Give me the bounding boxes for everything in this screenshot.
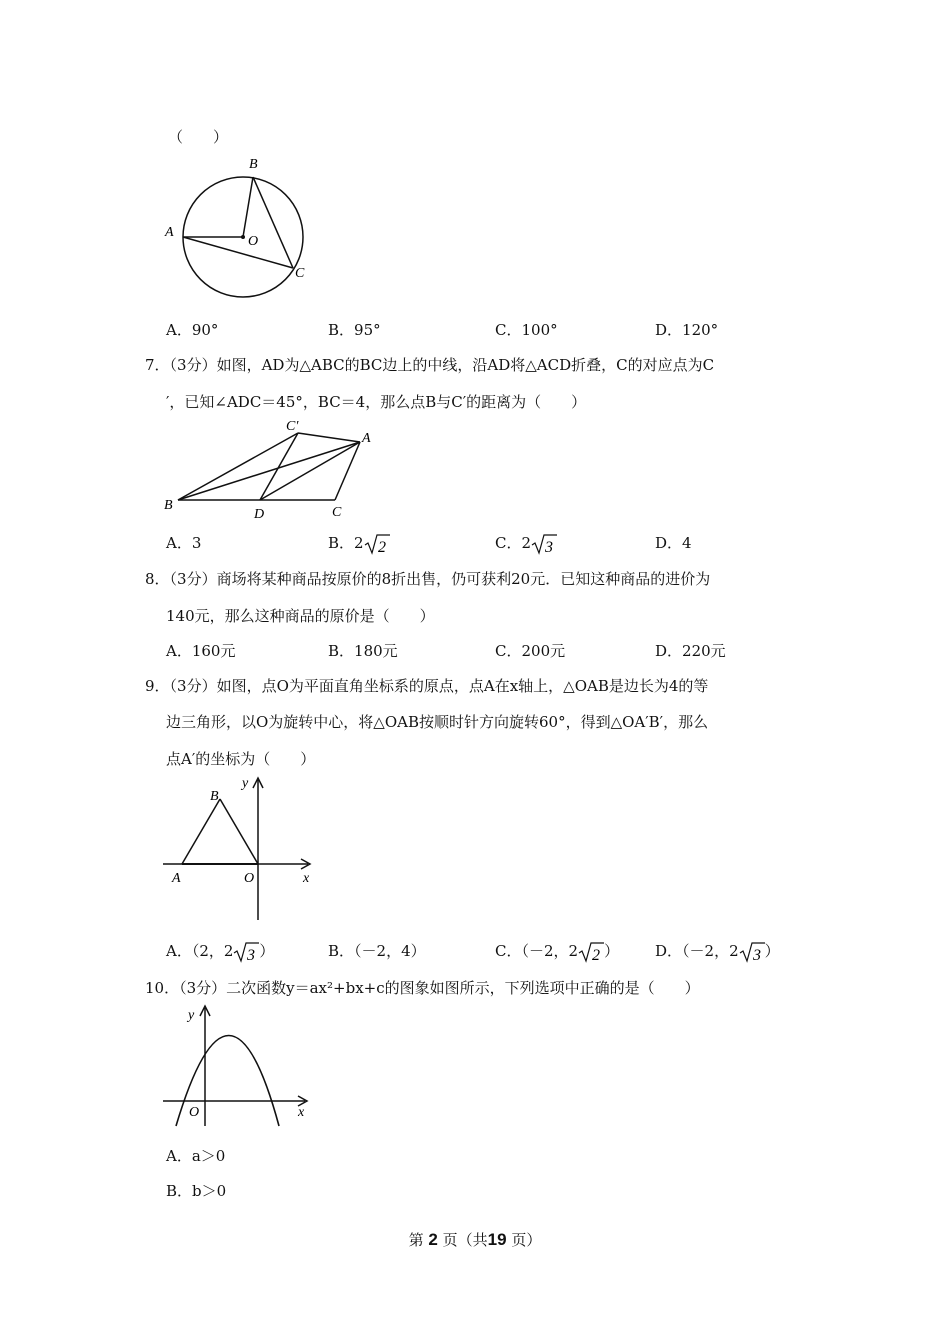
q7-option-c-radicand: 3 bbox=[545, 539, 554, 555]
q9-option-a-text: A．（2，2 bbox=[166, 942, 234, 960]
q6-label-b: B bbox=[249, 157, 258, 172]
footer-suffix: 页） bbox=[511, 1231, 542, 1249]
q7-option-c-text: C．2 bbox=[495, 534, 532, 552]
q7-label-d: D bbox=[254, 507, 265, 522]
q10-line1 bbox=[145, 977, 700, 998]
q9-coordinate-figure bbox=[158, 772, 328, 924]
q9-option-c-radicand: 2 bbox=[592, 947, 601, 963]
q10-text-1: （3分）二次函数y＝ax²+bx+c的图象如图所示，下列选项中正确的是（ ） bbox=[179, 979, 700, 997]
q7-option-a: A．3 bbox=[166, 534, 202, 552]
q8-option-d: D．220元 bbox=[655, 642, 726, 660]
q9-label-b: B bbox=[210, 789, 219, 804]
footer-mid: 页（共 bbox=[442, 1231, 488, 1249]
q8-line1 bbox=[145, 568, 710, 589]
q9-label-a: A bbox=[172, 871, 181, 886]
q9-option-b: B．（－2，4） bbox=[328, 942, 426, 960]
sqrt-symbol bbox=[364, 533, 390, 555]
q9-label-x: x bbox=[303, 871, 310, 886]
q9-number: 9． bbox=[145, 677, 170, 695]
footer-prefix: 第 bbox=[408, 1231, 424, 1249]
q9-option-a bbox=[166, 940, 274, 963]
q8-option-c: C．200元 bbox=[495, 642, 566, 660]
q7-line1 bbox=[145, 354, 714, 375]
q6-option-b: B．95° bbox=[328, 321, 381, 339]
q8-text-1: （3分）商场将某种商品按原价的8折出售，仍可获利20元．已知这种商品的进价为 bbox=[169, 570, 711, 588]
q7-option-c bbox=[495, 532, 557, 555]
q7-option-b bbox=[328, 532, 390, 555]
q10-number: 10． bbox=[145, 979, 180, 997]
q9-option-d bbox=[655, 940, 780, 963]
q9-option-a-radicand: 3 bbox=[247, 947, 256, 963]
q9-option-c-suffix: ） bbox=[604, 942, 620, 960]
q10-label-y: y bbox=[188, 1008, 195, 1023]
q9-label-y: y bbox=[242, 776, 249, 791]
q7-label-c: C bbox=[332, 505, 342, 520]
sqrt-symbol bbox=[233, 941, 259, 963]
q9-option-d-text: D．（－2，2 bbox=[655, 942, 739, 960]
q9-line1 bbox=[145, 675, 708, 696]
q6-option-c: C．100° bbox=[495, 321, 558, 339]
q9-option-d-radicand: 3 bbox=[752, 947, 761, 963]
q7-label-c-prime: C′ bbox=[286, 419, 299, 434]
q10-label-o: O bbox=[189, 1105, 200, 1120]
q8-number: 8． bbox=[145, 570, 170, 588]
q7-option-d: D．4 bbox=[655, 534, 692, 552]
q6-option-a: A．90° bbox=[166, 321, 219, 339]
q7-label-b: B bbox=[164, 498, 173, 513]
q9-option-d-suffix: ） bbox=[764, 942, 780, 960]
q10-parabola-figure bbox=[158, 1000, 318, 1130]
q7-text-1: 如图，AD为△ABC的BC边上的中线，沿AD将△ACD折叠，C的对应点为C bbox=[216, 356, 715, 374]
q10-label-x: x bbox=[298, 1105, 305, 1120]
q6-label-o: O bbox=[248, 234, 259, 249]
q9-line2: 边三角形，以O为旋转中心，将△OAB按顺时针方向旋转60°，得到△OA′B′，那么 bbox=[166, 713, 709, 731]
page-footer bbox=[0, 1229, 950, 1250]
q7-number: 7． bbox=[145, 356, 170, 374]
q7-parallelogram-figure bbox=[160, 415, 380, 525]
q9-line3: 点A′的坐标为（ ） bbox=[166, 750, 316, 768]
q10-option-a: A．a＞0 bbox=[166, 1147, 226, 1165]
q9-label-o: O bbox=[244, 871, 255, 886]
q6-answer-bracket: （ ） bbox=[168, 128, 229, 146]
q6-label-c: C bbox=[295, 266, 305, 281]
q7-label-a: A bbox=[362, 431, 371, 446]
sqrt-symbol bbox=[578, 941, 604, 963]
q8-line2: 140元，那么这种商品的原价是（ ） bbox=[166, 607, 435, 625]
q6-option-d: D．120° bbox=[655, 321, 719, 339]
q7-option-b-radicand: 2 bbox=[377, 539, 386, 555]
q7-line2: ′，已知∠ADC＝45°，BC＝4，那么点B与C′的距离为（ ） bbox=[166, 393, 587, 411]
q8-option-a: A．160元 bbox=[166, 642, 236, 660]
q9-option-c bbox=[495, 940, 619, 963]
q7-option-b-text: B．2 bbox=[328, 534, 364, 552]
q10-option-b: B．b＞0 bbox=[166, 1182, 227, 1200]
q9-option-a-suffix: ） bbox=[259, 942, 275, 960]
footer-total-pages: 19 bbox=[487, 1230, 507, 1249]
q7-score: （3分） bbox=[169, 356, 217, 374]
q9-text-1: （3分）如图，点O为平面直角坐标系的原点，点A在x轴上，△OAB是边长为4的等 bbox=[169, 677, 709, 695]
q6-circle-figure bbox=[158, 150, 318, 300]
q6-label-a: A bbox=[165, 225, 174, 240]
sqrt-symbol bbox=[531, 533, 557, 555]
footer-page-number: 2 bbox=[428, 1230, 438, 1249]
sqrt-symbol bbox=[739, 941, 765, 963]
q9-option-c-text: C．（－2，2 bbox=[495, 942, 579, 960]
q8-option-b: B．180元 bbox=[328, 642, 398, 660]
